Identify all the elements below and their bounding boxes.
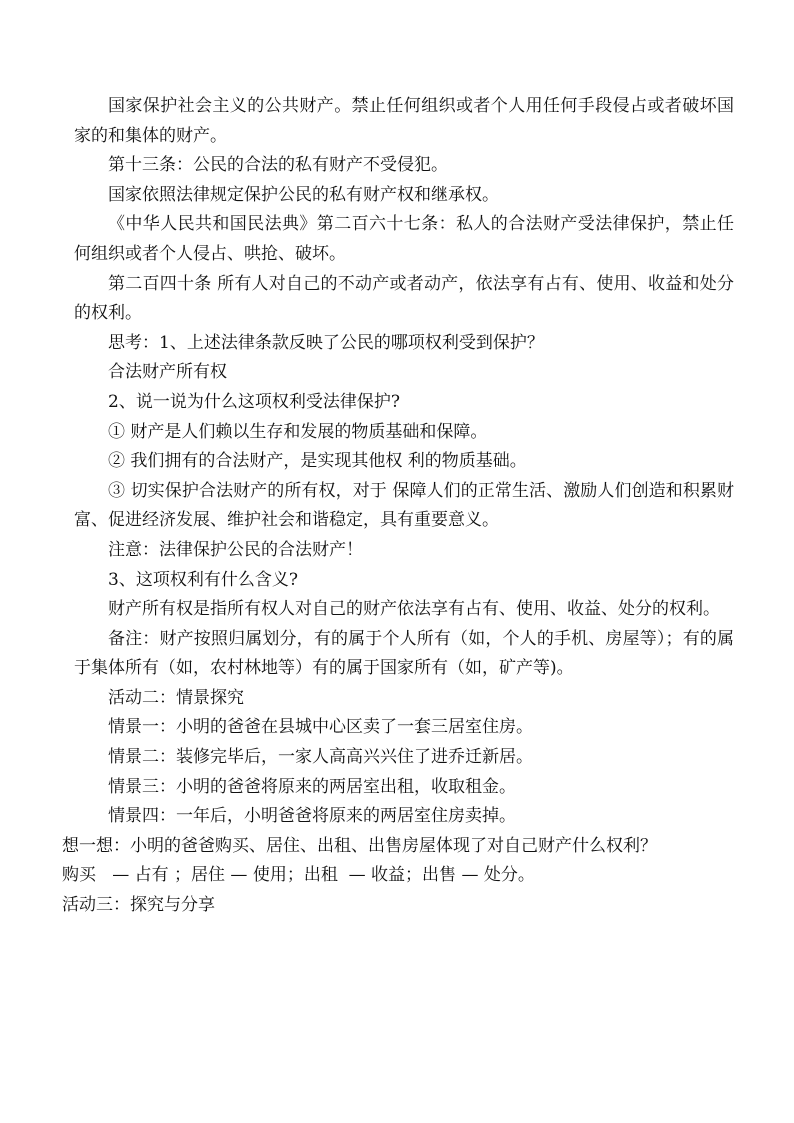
paragraph-think-question: 想一想：小明的爸爸购买、居住、出租、出售房屋体现了对自己财产什么权利？ [62,835,657,856]
paragraph-article-240: 第二百四十条 所有人对自己的不动产或者动产，依法享有占有、使用、收益和处分的权利。 [74,273,734,324]
paragraph-point-2: ② 我们拥有的合法财产，是实现其他权 利的物质基础。 [108,451,527,472]
paragraph-point-1: ① 财产是人们赖以生存和发展的物质基础和保障。 [108,421,488,442]
paragraph-answer-1: 合法财产所有权 [108,362,227,383]
paragraph-scenario-3: 情景三：小明的爸爸将原来的两居室出租，收取租金。 [108,776,516,797]
paragraph-scenario-4: 情景四：一年后，小明爸爸将原来的两居室住房卖掉。 [108,806,516,827]
paragraph-activity-2: 活动二：情景探究 [108,687,244,708]
paragraph-rights-mapping: 购买 — 占有 ；居住 — 使用；出租 — 收益；出售 — 处分。 [62,865,535,886]
paragraph-scenario-1: 情景一：小明的爸爸在县城中心区卖了一套三居室住房。 [108,717,533,738]
paragraph-state-property: 国家保护社会主义的公共财产。禁止任何组织或者个人用任何手段侵占或者破坏国家的和集体的财产。 [74,96,734,146]
paragraph-scenario-2: 情景二：装修完毕后，一家人高高兴兴住了进乔迁新居。 [108,747,533,768]
paragraph-definition: 财产所有权是指所有权人对自己的财产依法享有占有、使用、收益、处分的权利。 [108,599,720,620]
paragraph-inheritance: 国家依照法律规定保护公民的私有财产权和继承权。 [108,184,499,205]
paragraph-activity-3: 活动三：探究与分享 [62,895,215,916]
paragraph-question-3: 3、这项权利有什么含义? [108,569,298,590]
paragraph-remark: 备注：财产按照归属划分，有的属于个人所有（如，个人的手机、房屋等）；有的属于集体所有（如，农村林地等）有的属于国家所有（如，矿产等)。 [74,628,734,679]
paragraph-article-13: 第十三条：公民的合法的私有财产不受侵犯。 [108,155,448,176]
paragraph-point-3: ③ 切实保护合法财产的所有权，对于 保障人们的正常生活、激励人们创造和积累财富、促进经济发展、维护社会和谐稳定，具有重要意义。 [74,480,734,531]
paragraph-question-2: 2、说一说为什么这项权利受法律保护? [108,391,400,412]
paragraph-civil-code-267: 《中华人民共和国民法典》第二百六十七条：私人的合法财产受法律保护，禁止任何组织或者个人侵占、哄抢、破坏。 [74,214,734,264]
paragraph-think-1: 思考：1、上述法律条款反映了公民的哪项权利受到保护？ [108,332,544,353]
document-page [62,92,734,921]
paragraph-note: 注意：法律保护公民的合法财产！ [108,539,363,560]
